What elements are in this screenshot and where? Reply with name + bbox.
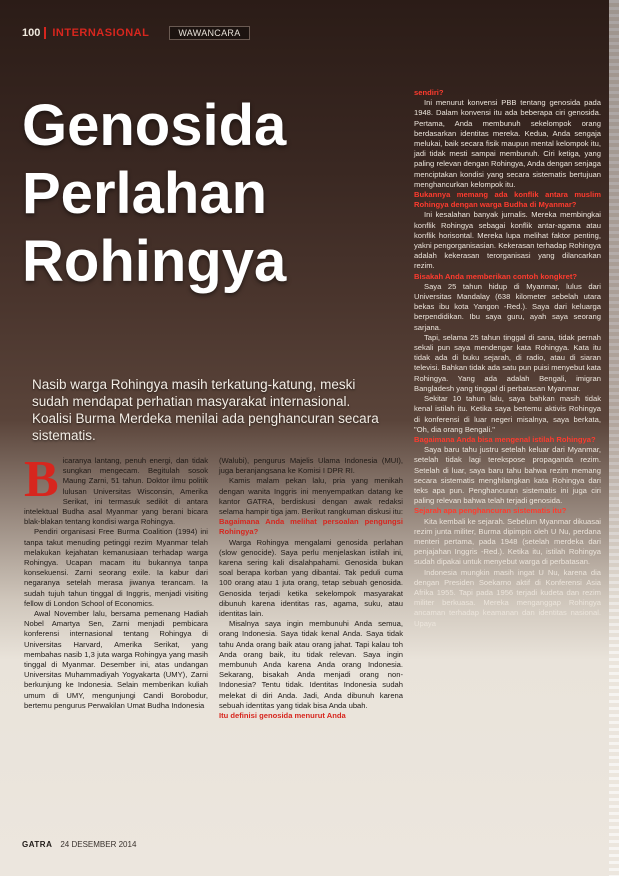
body-paragraph: Saya baru tahu justru setelah keluar dari Myanmar, setelah tidak lagi terekspose propaganda rezim. Setelah di luar, saya baru tahu bahwa rezim memang secara sistematis menghilangkan kata Rohingya dari teks apa pun. Penghancuran sistematis ini juga ciri paling relevan bahwa telah terjadi genosida. [414, 445, 601, 506]
body-paragraph: Tapi, selama 25 tahun tinggal di sana, tidak pernah sekali pun saya mendengar kata Rohingya. Kata itu tidak ada di buku sejarah, di radio, atau di siaran televisi. Bahkan tidak ada satu pun puisi menyebut kata Rohingya. Yang ada adalah Bengali, imigran Bangladesh yang tinggal di perbatasan Myanmar. [414, 332, 602, 393]
headline-line-2: Perlahan [22, 161, 267, 226]
headline [22, 92, 352, 296]
page-footer [22, 840, 136, 849]
body-paragraph: Saya 25 tahun hidup di Myanmar, lulus dari Universitas Mandalay (638 kilometer sebelah utara bekas ibu kota Yangon -Red.). Saya dari keluarga berpendidikan. Ibu saya guru, ayah saya seorang sarjana. [414, 281, 601, 332]
headline-line-3: Rohingya [22, 229, 287, 294]
rubric-tag: WAWANCARA [169, 26, 249, 40]
body-paragraph: (Walubi), pengurus Majelis Ulama Indonesia (MUI), juga beranjangsana ke Komisi I DPR RI. [219, 456, 403, 476]
interview-question: Bisakah Anda memberikan contoh kongkret? [414, 271, 578, 281]
interview-question: Sejarah apa penghancuran sistematis itu? [414, 506, 567, 516]
body-paragraph: Awal November lalu, bersama pemenang Hadiah Nobel Amartya Sen, Zarni menjadi pembicara konferensi internasional tentang Rohingya di Universitas Harvard, Amerika Serikat, yang membahas nasib 1,3 juta warga Rohingya yang masih tinggal di Myanmar. Desember ini, atas undangan Universitas Muhammadiyah Yogyakarta (UMY), Zarni berkunjung ke Indonesia. Selain memberikan kuliah umum di UMY, mengunjungi Candi Borobodur, bertemu pengurus Perwakilan Umat Budha Indonesia [24, 609, 208, 710]
article-column-top-right [414, 88, 601, 629]
issue-date: 24 DESEMBER 2014 [60, 840, 137, 849]
body-paragraph: Misalnya saya ingin membunuhi Anda semua, orang Indonesia. Saya tidak kenal Anda. Saya tidak tahu Anda orang baik atau orang jahat. Tapi kalau toh Anda orang baik, itu tidak relevan. Saya ingin membunuh Anda karena Anda orang Indonesia. Sekarang, bisakah Anda menjadi orang non-Indonesia? Tentu tidak. Identitas Indonesia sudah melekat di diri Anda. Jadi, Anda dibunuh karena sebuah identitas yang tidak bisa Anda ubah. [219, 619, 403, 710]
lead-paragraph: Nasib warga Rohingya masih terkatung-katung, meski sudah mendapat perhatian masyarakat internasional. Koalisi Burma Merdeka menilai ada penghancuran secara sistematis. [32, 377, 379, 443]
body-paragraph: Sekitar 10 tahun lalu, saya bahkan masih tidak kenal istilah itu. Ketika saya bertemu aktivis Rohingya di konferensi di luar negeri misalnya, saya berkata, "Oh, dia orang Bengali." [414, 394, 601, 434]
headline-line-1: Genosida [22, 93, 287, 158]
body-paragraph: Pendiri organisasi Free Burma Coalition (1994) ini tanpa takut menuding petinggi rezim Myanmar telah melakukan kejahatan kemanusiaan terhadap warga Rohingya. Ucapan macam itu bukannya tanpa konsekuensi. Zarni seorang exile. Ia kabur dari negaranya setelah merasa jiwanya terancam. Ia sudah tujuh tahun tinggal di Inggris, menjadi visiting fellow di London School of Economics. [24, 527, 208, 608]
page-number: 100 [22, 27, 46, 39]
article-column-2 [219, 456, 403, 721]
body-paragraph: Kita kembali ke sejarah. Sebelum Myanmar dikuasai rezim junta militer, Burma dipimpin oleh U Nu, perdana menteri pertama, pada 1948 (setelah merdeka dari penjajahan Inggris -Red.). Ketika itu, istilah Rohingya sudah dipakai untuk menyebut warga di perbatasan. [414, 516, 601, 567]
body-paragraph: Kamis malam pekan lalu, pria yang menikah dengan wanita Inggris ini menyempatkan datang ke kantor GATRA, berdiskusi dengan awak redaksi selama hampir tiga jam. Berikut rangkuman diskusi itu: [219, 476, 404, 517]
body-paragraph: Warga Rohingya mengalami genosida perlahan (slow genocide). Saya perlu menjelaskan istilah ini, karena sering kali disalahpahami. Genosida bukan soal berapa korban yang dibantai. Tak peduli cuma 100 orang atau 1 juta orang, tetap sebuah genosida. Genosida terjadi ketika sekelompok masyarakat dibunuh karena identitas ras, agama, suku, atau identitas lain. [219, 537, 403, 619]
interview-question: Bagaimana Anda melihat persoalan pengungsi Rohingya? [219, 517, 403, 537]
body-paragraph: Ini menurut konvensi PBB tentang genosida pada 1948. Dalam konvensi itu ada beberapa ciri genosida. Pertama, Anda membunuh sekelompok orang berdasarkan identitas mereka. Kedua, Anda sengaja melukai, baik secara fisik maupun mental kelompok itu, jadi tidak mesti sampai membunuh. Ciri ketiga, yang paling relevan dengan Rohingya, Anda dengan senjaga menciptakan kondisi yang secara sistematis bertujuan menghancurkan kelompok itu. [414, 98, 601, 189]
magazine-brand: GATRA [22, 840, 53, 849]
opening-paragraph [24, 451, 208, 527]
article-column-1 [24, 451, 208, 711]
interview-question: Bukannya memang ada konflik antara muslim Rohingya dengan warga Budha di Myanmar? [414, 190, 601, 210]
interview-question: Itu definisi genosida menurut Anda [219, 711, 346, 721]
paragraph-text: icaranya lantang, penuh energi, dan tidak sungkan mengecam. Begitulah sosok Maung Zarni, 51 tahun. Doktor ilmu politik lulusan Universitas Wisconsin, Amerika Serikat, ini termasuk sedikit di antara intelektual Budha asal Myanmar yang berani bicara blak-blakan tentang kondisi warga Rohingya. [24, 456, 208, 527]
body-paragraph: Indonesia mungkin masih ingat U Nu, karena dia dengan Presiden Soekarno aktif di Konferensi Asia Afrika 1955. Tapi pada 1956 terjadi kudeta dan rezim militer berkuasa. Mereka menganggap Rohingya ancaman terhadap keamanan dan identitas nasional. Upaya [414, 567, 601, 628]
interview-question: sendiri? [414, 88, 444, 97]
drop-cap: B [24, 451, 59, 508]
page-header [22, 26, 250, 40]
body-paragraph: Ini kesalahan banyak jurnalis. Mereka membingkai konflik Rohingya sebagai konflik antar-agama atau konflik horisontal. Mereka lupa melihat faktor penting, yakni pengorganisasian. Kekerasan terhadap Rohingya adalah kekerasan terorganisasi yang dilancarkan rezim. [414, 210, 601, 271]
section-label: INTERNASIONAL [52, 27, 150, 39]
torn-edge-decoration [609, 0, 619, 876]
interview-question: Bagaimana Anda bisa mengenal istilah Rohingya? [414, 434, 596, 444]
